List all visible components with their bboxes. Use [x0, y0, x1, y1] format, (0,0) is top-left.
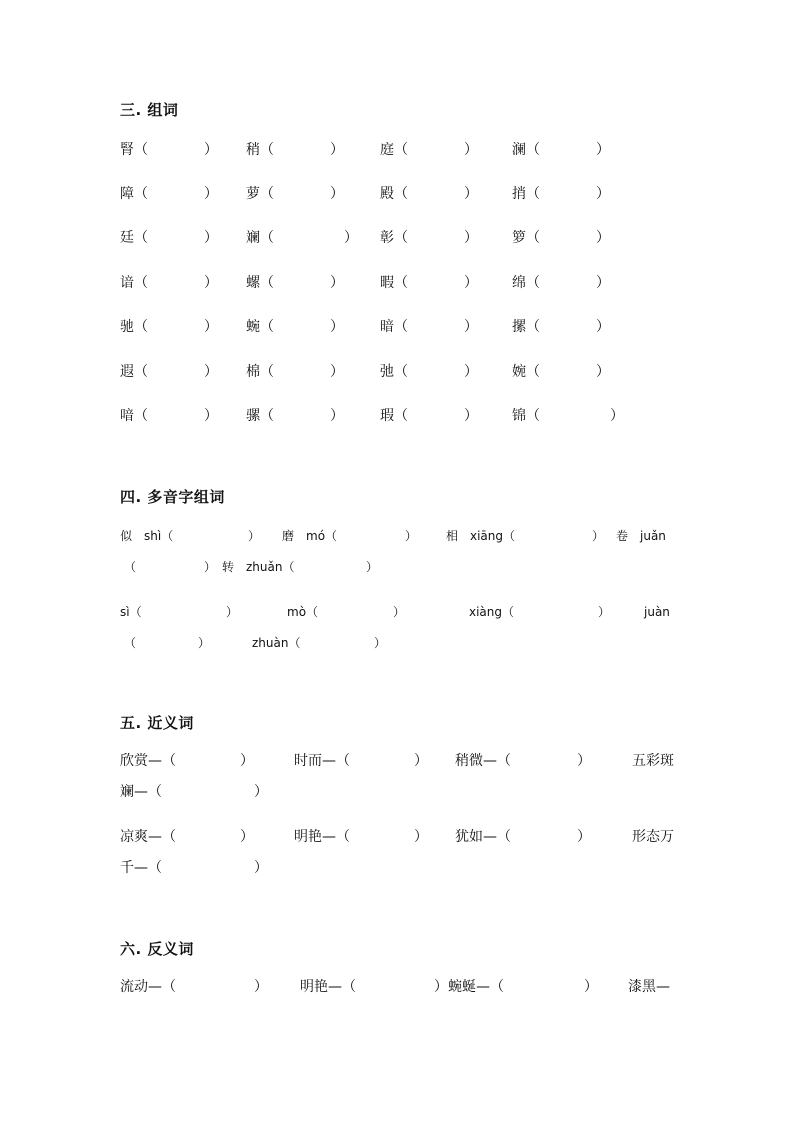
duoyinzi-item: 磨 mó（: [282, 529, 338, 543]
jinyici-item: 时而—（: [294, 753, 350, 769]
zuci-item: 摞（ ）: [512, 319, 610, 335]
jinyici-item: 斓—（: [120, 784, 162, 800]
zuci-item: 骡（ ）: [246, 408, 344, 424]
fanyici-item: ）: [584, 979, 598, 995]
zuci-item: 澜（ ）: [512, 142, 610, 158]
section-title-zuci: 三. 组词: [120, 101, 179, 119]
zuci-item: 驰（ ）: [120, 319, 218, 335]
duoyinzi-item: juàn: [644, 605, 670, 619]
zuci-item: 弛（ ）: [380, 364, 478, 380]
jinyici-item: 欣赏—（: [120, 753, 176, 769]
jinyici-item: 五彩斑: [632, 753, 674, 769]
fanyici-item: 漆黑—: [628, 979, 670, 995]
zuci-item: 箩（ ）: [512, 230, 610, 246]
jinyici-item: 凉爽—（: [120, 829, 176, 845]
duoyinzi-item: （: [124, 636, 137, 650]
jinyici-item: ）: [240, 753, 254, 769]
zuci-item: 谙（ ）: [120, 275, 218, 291]
zuci-item: 棉（ ）: [246, 364, 344, 380]
zuci-item: 捎（ ）: [512, 186, 610, 202]
jinyici-item: 稍微—（: [455, 753, 511, 769]
zuci-item: 彰（ ）: [380, 230, 478, 246]
zuci-item: 障（ ）: [120, 186, 218, 202]
section-title-duoyinzi: 四. 多音字组词: [120, 488, 225, 506]
duoyinzi-item: xiàng（: [469, 605, 515, 619]
zuci-item: 喑（ ）: [120, 408, 218, 424]
duoyinzi-item: ）: [598, 605, 611, 619]
duoyinzi-item: ）: [226, 605, 239, 619]
jinyici-item: ）: [254, 860, 268, 876]
zuci-item: 蜿（ ）: [246, 319, 344, 335]
zuci-item: 斓（ ）: [246, 230, 358, 246]
fanyici-item: 明艳—（: [300, 979, 356, 995]
duoyinzi-item: ）: [366, 560, 379, 574]
fanyici-item: ）: [254, 979, 268, 995]
duoyinzi-item: ） 转 zhuǎn（: [204, 560, 295, 574]
zuci-item: 婉（ ）: [512, 364, 610, 380]
jinyici-item: 明艳—（: [294, 829, 350, 845]
duoyinzi-item: sì（: [120, 605, 142, 619]
jinyici-item: ）: [254, 784, 268, 800]
jinyici-item: ）: [577, 753, 591, 769]
duoyinzi-item: 似 shì（: [120, 529, 174, 543]
zuci-item: 腎（ ）: [120, 142, 218, 158]
zuci-item: 萝（ ）: [246, 186, 344, 202]
zuci-item: 瑕（ ）: [380, 408, 478, 424]
duoyinzi-item: 卷 juǎn: [616, 529, 666, 543]
duoyinzi-item: ）: [405, 529, 418, 543]
zuci-item: 绵（ ）: [512, 275, 610, 291]
jinyici-item: 千—（: [120, 860, 162, 876]
zuci-item: 锦（ ）: [512, 408, 624, 424]
jinyici-item: 犹如—（: [455, 829, 511, 845]
zuci-item: 殿（ ）: [380, 186, 478, 202]
zuci-item: 暇（ ）: [380, 275, 478, 291]
zuci-item: 暗（ ）: [380, 319, 478, 335]
duoyinzi-item: zhuàn（: [252, 636, 301, 650]
duoyinzi-item: ）: [374, 636, 387, 650]
jinyici-item: ）: [577, 829, 591, 845]
duoyinzi-item: 相 xiāng（: [446, 529, 516, 543]
jinyici-item: ）: [240, 829, 254, 845]
fanyici-item: 流动—（: [120, 979, 176, 995]
section-title-fanyici: 六. 反义词: [120, 940, 194, 958]
duoyinzi-item: ）: [592, 529, 605, 543]
duoyinzi-item: （: [124, 560, 137, 574]
section-title-jinyici: 五. 近义词: [120, 714, 194, 732]
duoyinzi-item: ）: [393, 605, 406, 619]
zuci-item: 螺（ ）: [246, 275, 344, 291]
jinyici-item: ）: [414, 753, 428, 769]
zuci-item: 遐（ ）: [120, 364, 218, 380]
jinyici-item: ）: [414, 829, 428, 845]
zuci-item: 廷（ ）: [120, 230, 218, 246]
duoyinzi-item: mò（: [287, 605, 319, 619]
duoyinzi-item: ）: [198, 636, 211, 650]
zuci-item: 稍（ ）: [246, 142, 344, 158]
fanyici-item: ）蜿蜒—（: [434, 979, 504, 995]
zuci-item: 庭（ ）: [380, 142, 478, 158]
jinyici-item: 形态万: [632, 829, 674, 845]
duoyinzi-item: ）: [248, 529, 261, 543]
